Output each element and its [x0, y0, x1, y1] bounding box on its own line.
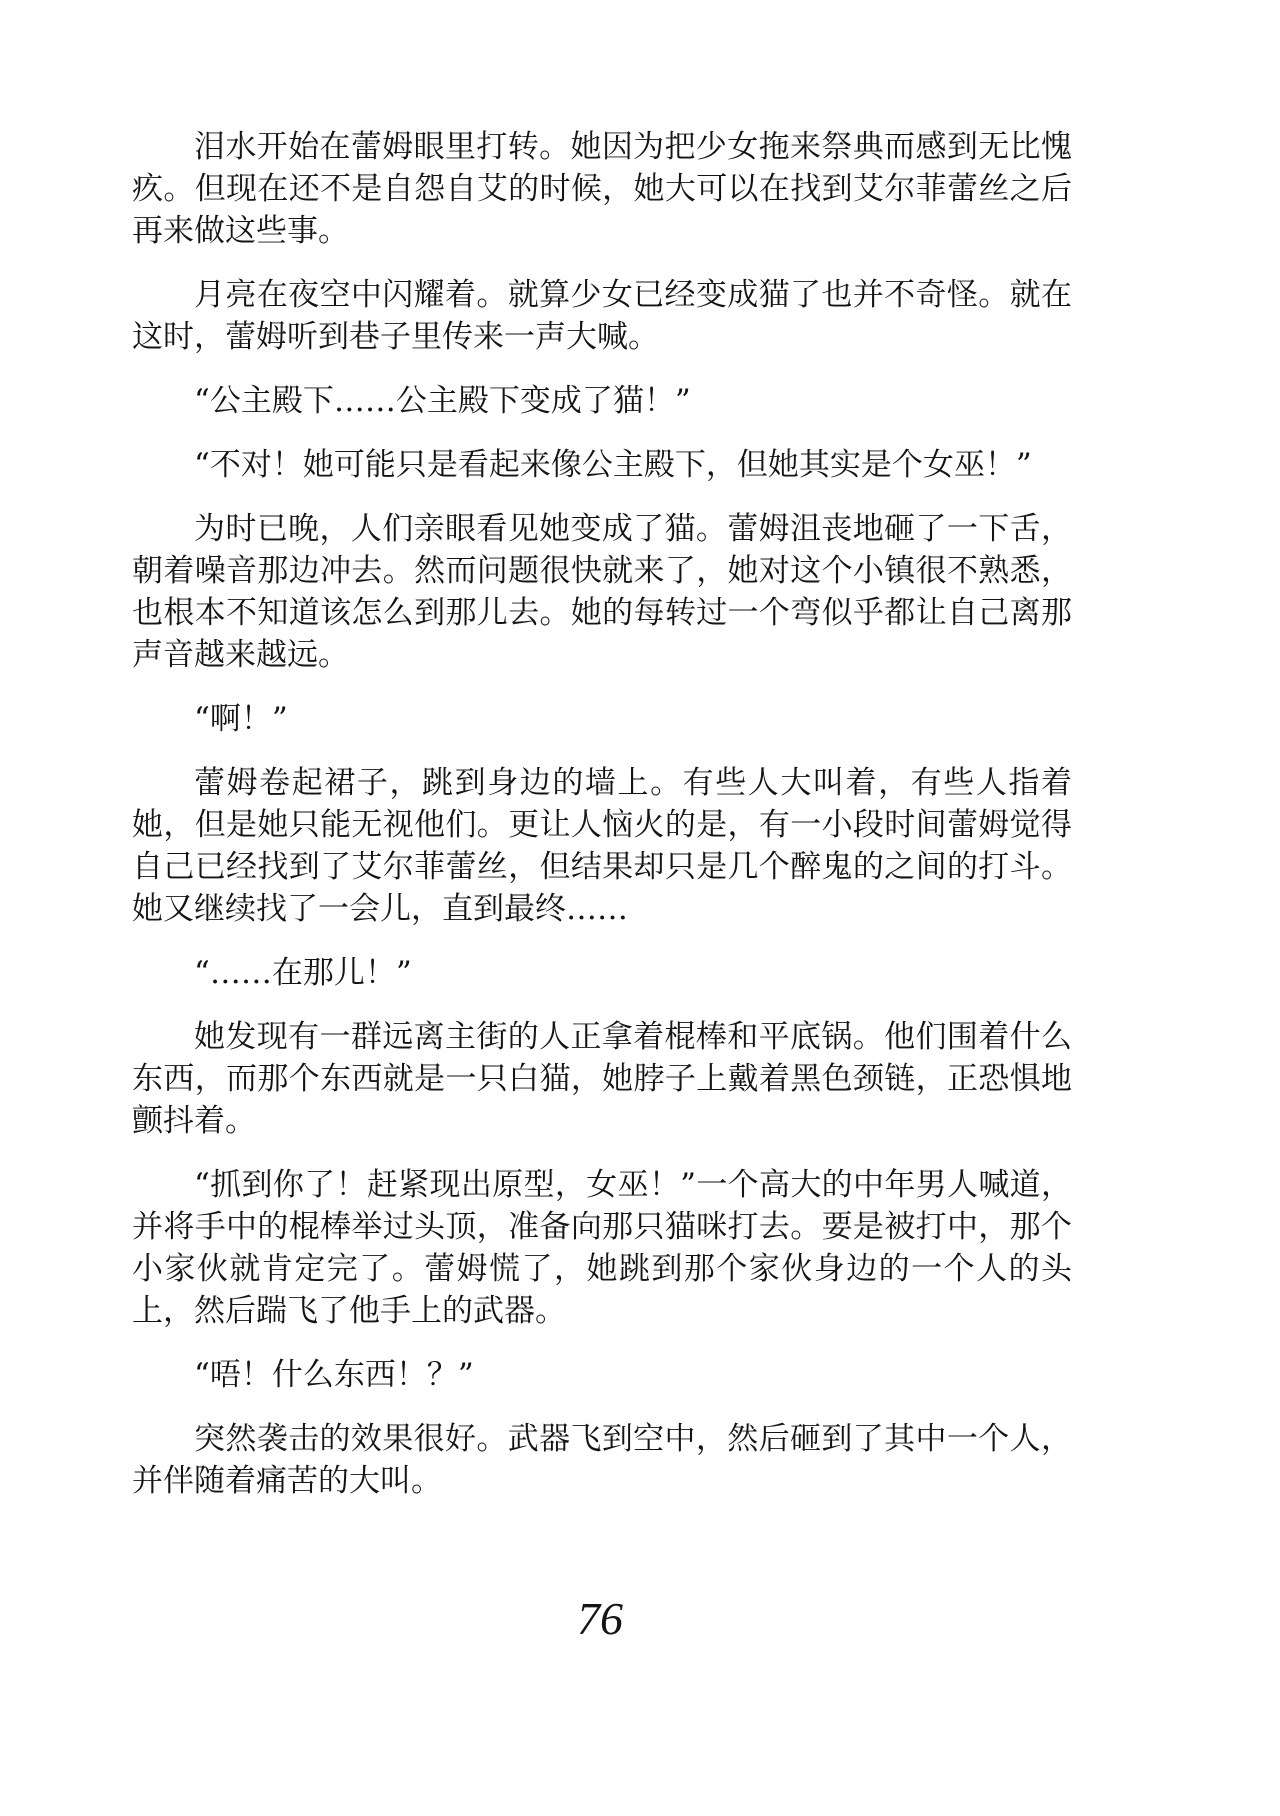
- paragraph: “啊！”: [194, 701, 288, 737]
- page-number: 76: [577, 1593, 623, 1644]
- paragraph: 她发现有一群远离主街的人正拿着棍棒和平底锅。他们围着什么东西，而那个东西就是一只白猫，她脖子上戴着黑色颈链，正恐惧地颤抖着。: [132, 1019, 1072, 1139]
- paragraph: “……在那儿！”: [194, 955, 412, 991]
- paragraph: 蕾姆卷起裙子，跳到身边的墙上。有些人大叫着，有些人指着她，但是她只能无视他们。更让人恼火的是，有一小段时间蕾姆觉得自己已经找到了艾尔菲蕾丝，但结果却只是几个醉鬼的之间的打斗。她又继续找了一会儿，直到最终……: [132, 765, 1072, 927]
- paragraph: 月亮在夜空中闪耀着。就算少女已经变成猫了也并不奇怪。就在这时，蕾姆听到巷子里传来一声大喊。: [132, 277, 1072, 355]
- paragraph: 泪水开始在蕾姆眼里打转。她因为把少女拖来祭典而感到无比愧疚。但现在还不是自怨自艾的时候，她大可以在找到艾尔菲蕾丝之后再来做这些事。: [132, 129, 1072, 249]
- body-text: [132, 126, 1072, 1524]
- paragraph: “唔！什么东西！？”: [194, 1357, 474, 1393]
- paragraph: 突然袭击的效果很好。武器飞到空中，然后砸到了其中一个人，并伴随着痛苦的大叫。: [132, 1421, 1072, 1499]
- paragraph: “抓到你了！赶紧现出原型，女巫！”一个高大的中年男人喊道，并将手中的棍棒举过头顶，准备向那只猫咪打去。要是被打中，那个小家伙就肯定完了。蕾姆慌了，她跳到那个家伙身边的一个人的头上，然后踹飞了他手上的武器。: [132, 1167, 1072, 1329]
- paragraph: “公主殿下……公主殿下变成了猫！”: [194, 383, 691, 419]
- paragraph: “不对！她可能只是看起来像公主殿下，但她其实是个女巫！”: [194, 447, 1032, 483]
- paragraph: 为时已晚，人们亲眼看见她变成了猫。蕾姆沮丧地砸了一下舌，朝着噪音那边冲去。然而问题很快就来了，她对这个小镇很不熟悉，也根本不知道该怎么到那儿去。她的每转过一个弯似乎都让自己离那声音越来越远。: [132, 511, 1072, 673]
